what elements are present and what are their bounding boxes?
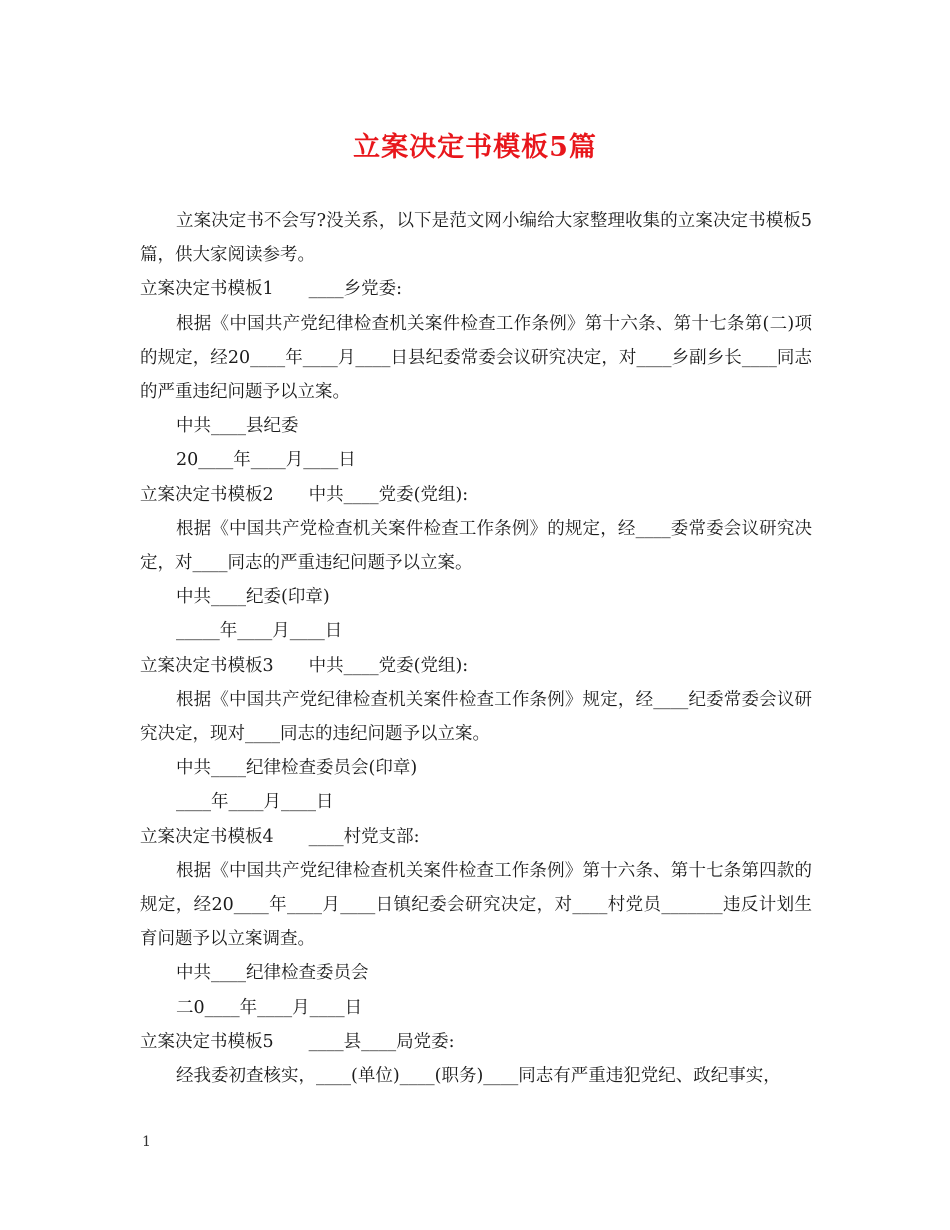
intro-paragraph: 立案决定书不会写?没关系，以下是范文网小编给大家整理收集的立案决定书模板5篇，供大家阅读参考。	[140, 211, 812, 266]
section-date-1: 20____年____月____日	[176, 450, 356, 471]
section-body-2: 根据《中国共产党检查机关案件检查工作条例》的规定，经____委常委会议研究决定，对____同志的严重违纪问题予以立案。	[140, 518, 812, 574]
section-heading-1: 立案决定书模板1 ____乡党委:	[140, 279, 403, 300]
section-body-5: 经我委初查核实，____(单位)____(职务)____同志有严重违犯党纪、政纪事实，	[176, 1066, 781, 1087]
document-title: 立案决定书模板5篇	[353, 132, 597, 163]
section-date-4: 二0____年____月____日	[176, 997, 363, 1018]
section-date-2: _____年____月____日	[176, 621, 343, 642]
section-heading-3: 立案决定书模板3 中共____党委(党组):	[140, 655, 469, 676]
page-number: 1	[142, 1134, 151, 1150]
section-heading-2: 立案决定书模板2 中共____党委(党组):	[140, 484, 469, 505]
section-body-1: 根据《中国共产党纪律检查机关案件检查工作条例》第十六条、第十七条第(二)项的规定，经20____年____月____日县纪委常委会议研究决定，对____乡副乡长____同志的严重违纪问题予以立案。	[140, 313, 812, 403]
document-body	[140, 204, 812, 1093]
section-body-3: 根据《中国共产党纪律检查机关案件检查工作条例》规定，经____纪委常委会议研究决定，现对____同志的违纪问题予以立案。	[140, 689, 812, 745]
section-sign-4: 中共____纪律检查委员会	[176, 963, 369, 984]
section-body-4: 根据《中国共产党纪律检查机关案件检查工作条例》第十六条、第十七条第四款的规定，经20____年____月____日镇纪委会研究决定，对____村党员_______违反计划生育问题予以立案调查。	[140, 860, 812, 950]
section-sign-1: 中共____县纪委	[176, 416, 299, 437]
section-date-3: ____年____月____日	[176, 792, 334, 813]
section-heading-5: 立案决定书模板5 ____县____局党委:	[140, 1031, 455, 1052]
section-heading-4: 立案决定书模板4 ____村党支部:	[140, 826, 420, 847]
section-sign-3: 中共____纪律检查委员会(印章)	[176, 758, 418, 779]
section-sign-2: 中共____纪委(印章)	[176, 587, 330, 608]
